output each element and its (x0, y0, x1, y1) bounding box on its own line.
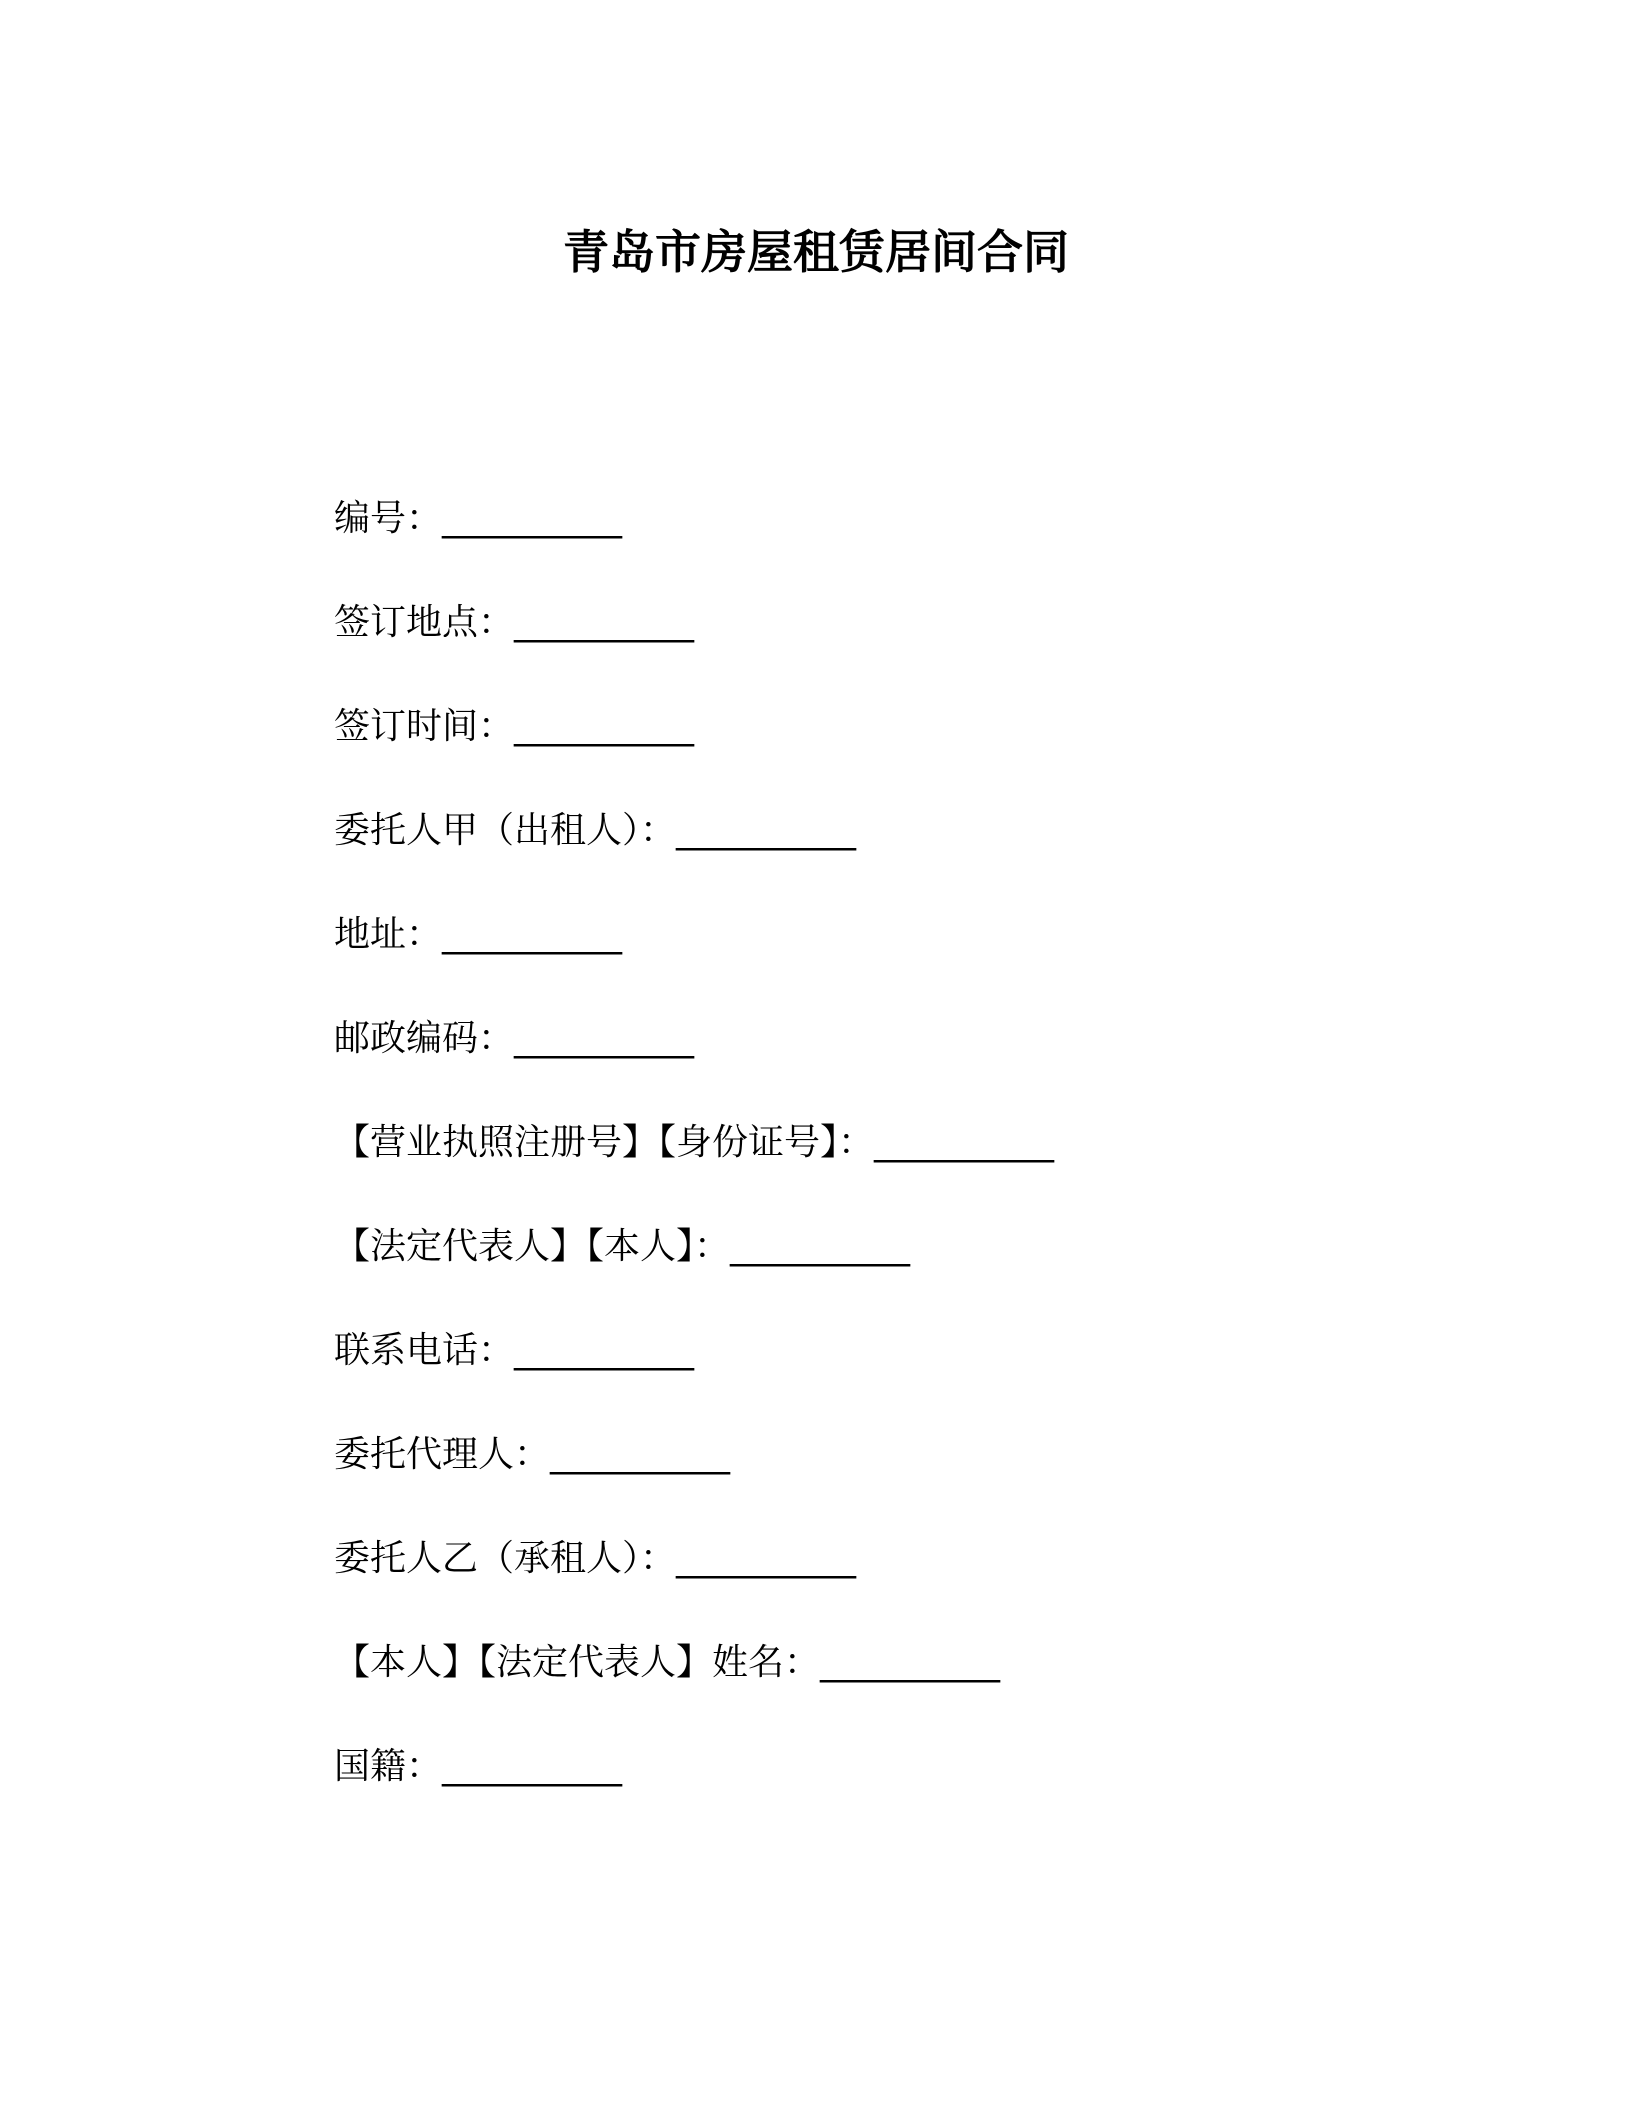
field-postal-code: 邮政编码：__________ (334, 1018, 695, 1059)
contract-fields (334, 492, 1434, 1844)
field-nationality: 国籍：__________ (334, 1746, 623, 1787)
field-phone: 联系电话：__________ (334, 1330, 695, 1371)
field-party-a-lessor: 委托人甲（出租人）：__________ (334, 810, 857, 851)
field-signing-place: 签订地点：__________ (334, 602, 695, 643)
field-license-id-number: 【营业执照注册号】【身份证号】：__________ (334, 1122, 1055, 1163)
field-party-b-lessee: 委托人乙（承租人）：__________ (334, 1538, 857, 1579)
field-signing-time: 签订时间：__________ (334, 706, 695, 747)
field-address: 地址：__________ (334, 914, 623, 955)
field-authorized-agent: 委托代理人：__________ (334, 1434, 731, 1475)
field-contract-number: 编号：__________ (334, 498, 623, 539)
document-title: 青岛市房屋租赁居间合同 (563, 225, 1069, 279)
field-representative-name: 【本人】【法定代表人】姓名：__________ (334, 1642, 1001, 1683)
field-legal-representative: 【法定代表人】【本人】：__________ (334, 1226, 911, 1267)
